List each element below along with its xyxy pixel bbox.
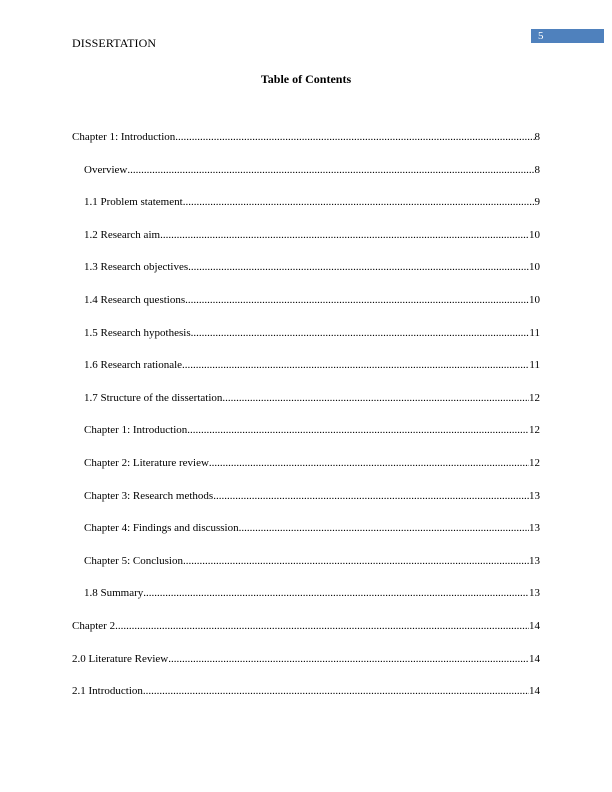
toc-entry-page-number: 13 — [529, 489, 540, 502]
toc-entry-label: 1.2 Research aim — [84, 228, 161, 241]
toc-entry-page-number: 11 — [529, 326, 540, 339]
toc-dot-leader — [183, 195, 535, 209]
toc-entry[interactable] — [72, 684, 540, 698]
page-number: 5 — [538, 30, 544, 42]
toc-entry-page-number: 12 — [529, 391, 540, 404]
toc-entry[interactable] — [84, 521, 540, 535]
toc-entry-page-number: 13 — [529, 522, 540, 535]
toc-dot-leader — [183, 554, 529, 568]
toc-dot-leader — [185, 293, 529, 307]
toc-title: Table of Contents — [260, 72, 352, 86]
toc-entry-label: Chapter 1: Introduction — [72, 131, 176, 143]
toc-entry-label: Chapter 3: Research methods — [84, 489, 214, 502]
toc-entry[interactable] — [84, 195, 540, 209]
toc-entry-label: 1.7 Structure of the dissertation — [84, 391, 223, 404]
toc-entry[interactable] — [84, 358, 540, 372]
toc-entry[interactable] — [84, 326, 540, 340]
toc-entry-page-number: 12 — [529, 457, 540, 469]
toc-entry-label: 1.4 Research questions — [84, 294, 186, 306]
toc-entry-label: Overview — [84, 163, 128, 176]
toc-entry-page-number: 13 — [529, 587, 540, 600]
toc-dot-leader — [187, 423, 529, 437]
toc-entry-page-number: 10 — [529, 228, 540, 241]
toc-entry[interactable] — [72, 652, 540, 666]
toc-entry-page-number: 9 — [534, 196, 540, 209]
toc-dot-leader — [127, 163, 534, 177]
toc-entry-label: 1.5 Research hypothesis — [84, 326, 191, 339]
toc-entry[interactable] — [72, 130, 540, 144]
toc-entry-page-number: 14 — [529, 652, 540, 665]
toc-entry[interactable] — [72, 619, 540, 633]
toc-entry[interactable] — [84, 163, 540, 177]
toc-entry[interactable] — [84, 260, 540, 274]
toc-entry-page-number: 10 — [529, 294, 540, 306]
toc-entry-label: Chapter 5: Conclusion — [84, 554, 183, 567]
toc-entry-page-number: 14 — [529, 685, 540, 698]
toc-entry-label: 2.0 Literature Review — [72, 652, 169, 665]
toc-entry-label: 1.6 Research rationale — [84, 359, 183, 372]
toc-dot-leader — [222, 391, 529, 405]
toc-dot-leader — [168, 652, 529, 666]
page-number-badge — [531, 29, 604, 43]
toc-entry-label: 2.1 Introduction — [72, 685, 143, 698]
toc-entry[interactable] — [84, 423, 540, 437]
toc-dot-leader — [188, 260, 529, 274]
toc-entry[interactable] — [84, 391, 540, 405]
toc-entry-label: Chapter 2: Literature review — [84, 457, 209, 469]
toc-entry-page-number: 13 — [529, 554, 540, 567]
toc-dot-leader — [143, 586, 529, 600]
toc-dot-leader — [175, 130, 534, 144]
toc-entry[interactable] — [84, 586, 540, 600]
toc-entry-page-number: 8 — [534, 163, 540, 176]
toc-dot-leader — [209, 456, 529, 470]
toc-dot-leader — [143, 684, 529, 698]
toc-dot-leader — [213, 489, 529, 503]
toc-entry[interactable] — [84, 489, 540, 503]
toc-entry-page-number: 8 — [534, 131, 540, 143]
running-header: DISSERTATION — [72, 36, 157, 50]
toc-entry[interactable] — [84, 228, 540, 242]
toc-entry-page-number: 11 — [529, 359, 540, 372]
toc-dot-leader — [160, 228, 529, 242]
toc-entry-page-number: 14 — [529, 620, 540, 632]
toc-entry-label: 1.3 Research objectives — [84, 261, 189, 274]
toc-dot-leader — [115, 619, 529, 633]
toc-entry[interactable] — [84, 293, 540, 307]
toc-entry[interactable] — [84, 456, 540, 470]
toc-entry-page-number: 10 — [529, 261, 540, 274]
toc-entry[interactable] — [84, 554, 540, 568]
toc-entry-label: Chapter 4: Findings and discussion — [84, 522, 239, 535]
toc-entry-label: Chapter 2 — [72, 620, 116, 632]
toc-dot-leader — [191, 326, 530, 340]
toc-entry-page-number: 12 — [529, 424, 540, 437]
toc-dot-leader — [239, 521, 529, 535]
toc-entry-label: Chapter 1: Introduction — [84, 424, 188, 437]
toc-dot-leader — [182, 358, 529, 372]
toc-entry-label: 1.1 Problem statement — [84, 196, 183, 209]
toc-entry-label: 1.8 Summary — [84, 587, 144, 600]
